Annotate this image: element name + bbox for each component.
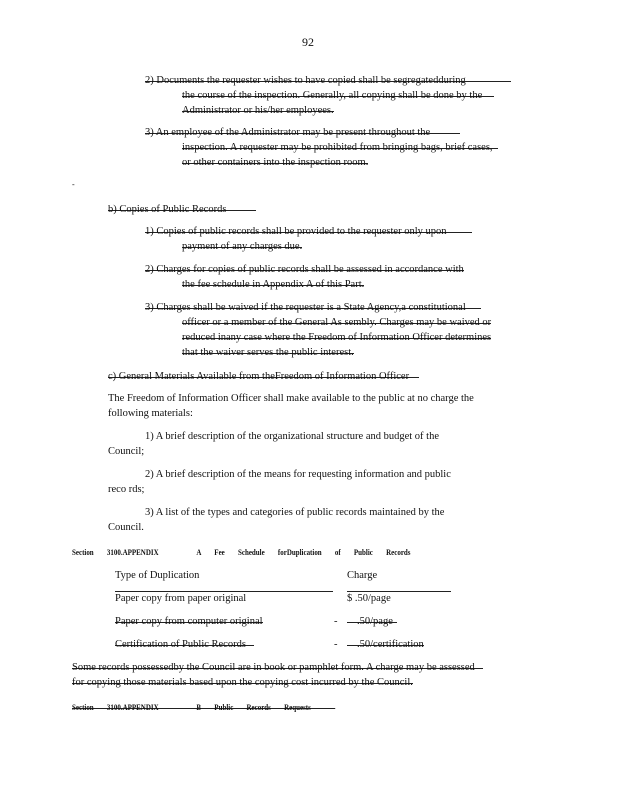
c-item-1-line-1: 1) A brief description of the organizational structure and budget of the — [145, 431, 440, 442]
fee-row-3-charge: .50/certification — [347, 638, 424, 651]
b-item-3-line-1: 3) Charges shall be waived if the requester is a State Agency,a constitutional — [145, 301, 481, 314]
fee-row-1-type: Paper copy from paper original — [115, 593, 247, 604]
a-item-3-line-2: inspection. A requester may be prohibited from bringing bags, brief cases, — [182, 141, 498, 154]
fee-row-3-type: Certification of Public Records — [115, 638, 254, 651]
section-number: 3100.APPENDIX — [106, 547, 159, 557]
c-item-2-line-1: 2) A brief description of the means for requesting information and public — [145, 469, 451, 480]
section-label: Section — [72, 547, 94, 557]
c-item-3-line-1: 3) A list of the types and categories of public records maintained by the — [145, 507, 445, 518]
section-label: Section — [72, 702, 94, 712]
a-item-2-line-1: 2) Documents the requester wishes to have copied shall be segregatedduring — [145, 74, 511, 87]
fee-table-header-charge: Charge — [347, 570, 378, 581]
b-heading: b) Copies of Public Records — [108, 203, 256, 216]
b-item-2-line-1: 2) Charges for copies of public records shall be assessed in accordance with — [145, 264, 464, 275]
b-item-3-line-2: officer or a member of the General As sembly. Charges may be waived or — [182, 317, 492, 328]
section-number: 3100.APPENDIX — [106, 702, 159, 712]
fee-row-2-dash: - — [334, 616, 338, 627]
appendix-a-heading — [72, 546, 411, 559]
a-item-3-line-3: or other containers into the inspection room. — [182, 157, 369, 168]
dash-mark: - — [72, 180, 75, 189]
fee-row-3-dash: - — [334, 639, 338, 650]
fee-row-2-charge: .50/page — [347, 615, 397, 628]
a-item-2-line-3: Administrator or his/her employees. — [182, 105, 334, 116]
a-item-3-line-1: 3) An employee of the Administrator may be present throughout the — [145, 126, 460, 139]
page-number: 92 — [302, 35, 314, 49]
c-intro-line-1: The Freedom of Information Officer shall make available to the public at no charge the — [108, 393, 474, 404]
fee-row-1-charge: $ .50/page — [347, 593, 391, 604]
c-item-3-line-2: Council. — [108, 522, 144, 533]
closing-line-1: Some records possessedby the Council are in book or pamphlet form. A charge may be assessed — [72, 661, 483, 674]
b-item-2-line-2: the fee schedule in Appendix A of this Part. — [182, 279, 365, 290]
closing-line-2: for copying those materials based upon the copying cost incurred by the Council. — [72, 677, 413, 688]
b-item-1-line-2: payment of any charges due. — [182, 241, 303, 252]
b-item-3-line-4: that the waiver serves the public interest. — [182, 347, 354, 358]
section-title: B Public Records Requests — [196, 702, 311, 712]
appendix-b-heading — [72, 701, 335, 714]
b-item-3-line-3: reduced inany case where the Freedom of Information Officer determines — [182, 332, 492, 343]
c-item-2-line-2: reco rds; — [108, 484, 145, 495]
b-item-1-line-1: 1) Copies of public records shall be provided to the requester only upon — [145, 225, 472, 238]
fee-row-2-type: Paper copy from computer original — [115, 616, 263, 627]
a-item-2-line-2: the course of the inspection. Generally, all copying shall be done by the — [182, 89, 494, 102]
fee-table-header-type: Type of Duplication — [115, 570, 200, 581]
section-title: A Fee Schedule forDuplication of Public Records — [196, 547, 411, 557]
c-heading: c) General Materials Available from theFreedom of Information Officer — [108, 370, 419, 383]
c-intro-line-2: following materials: — [108, 408, 193, 419]
c-item-1-line-2: Council; — [108, 446, 145, 457]
